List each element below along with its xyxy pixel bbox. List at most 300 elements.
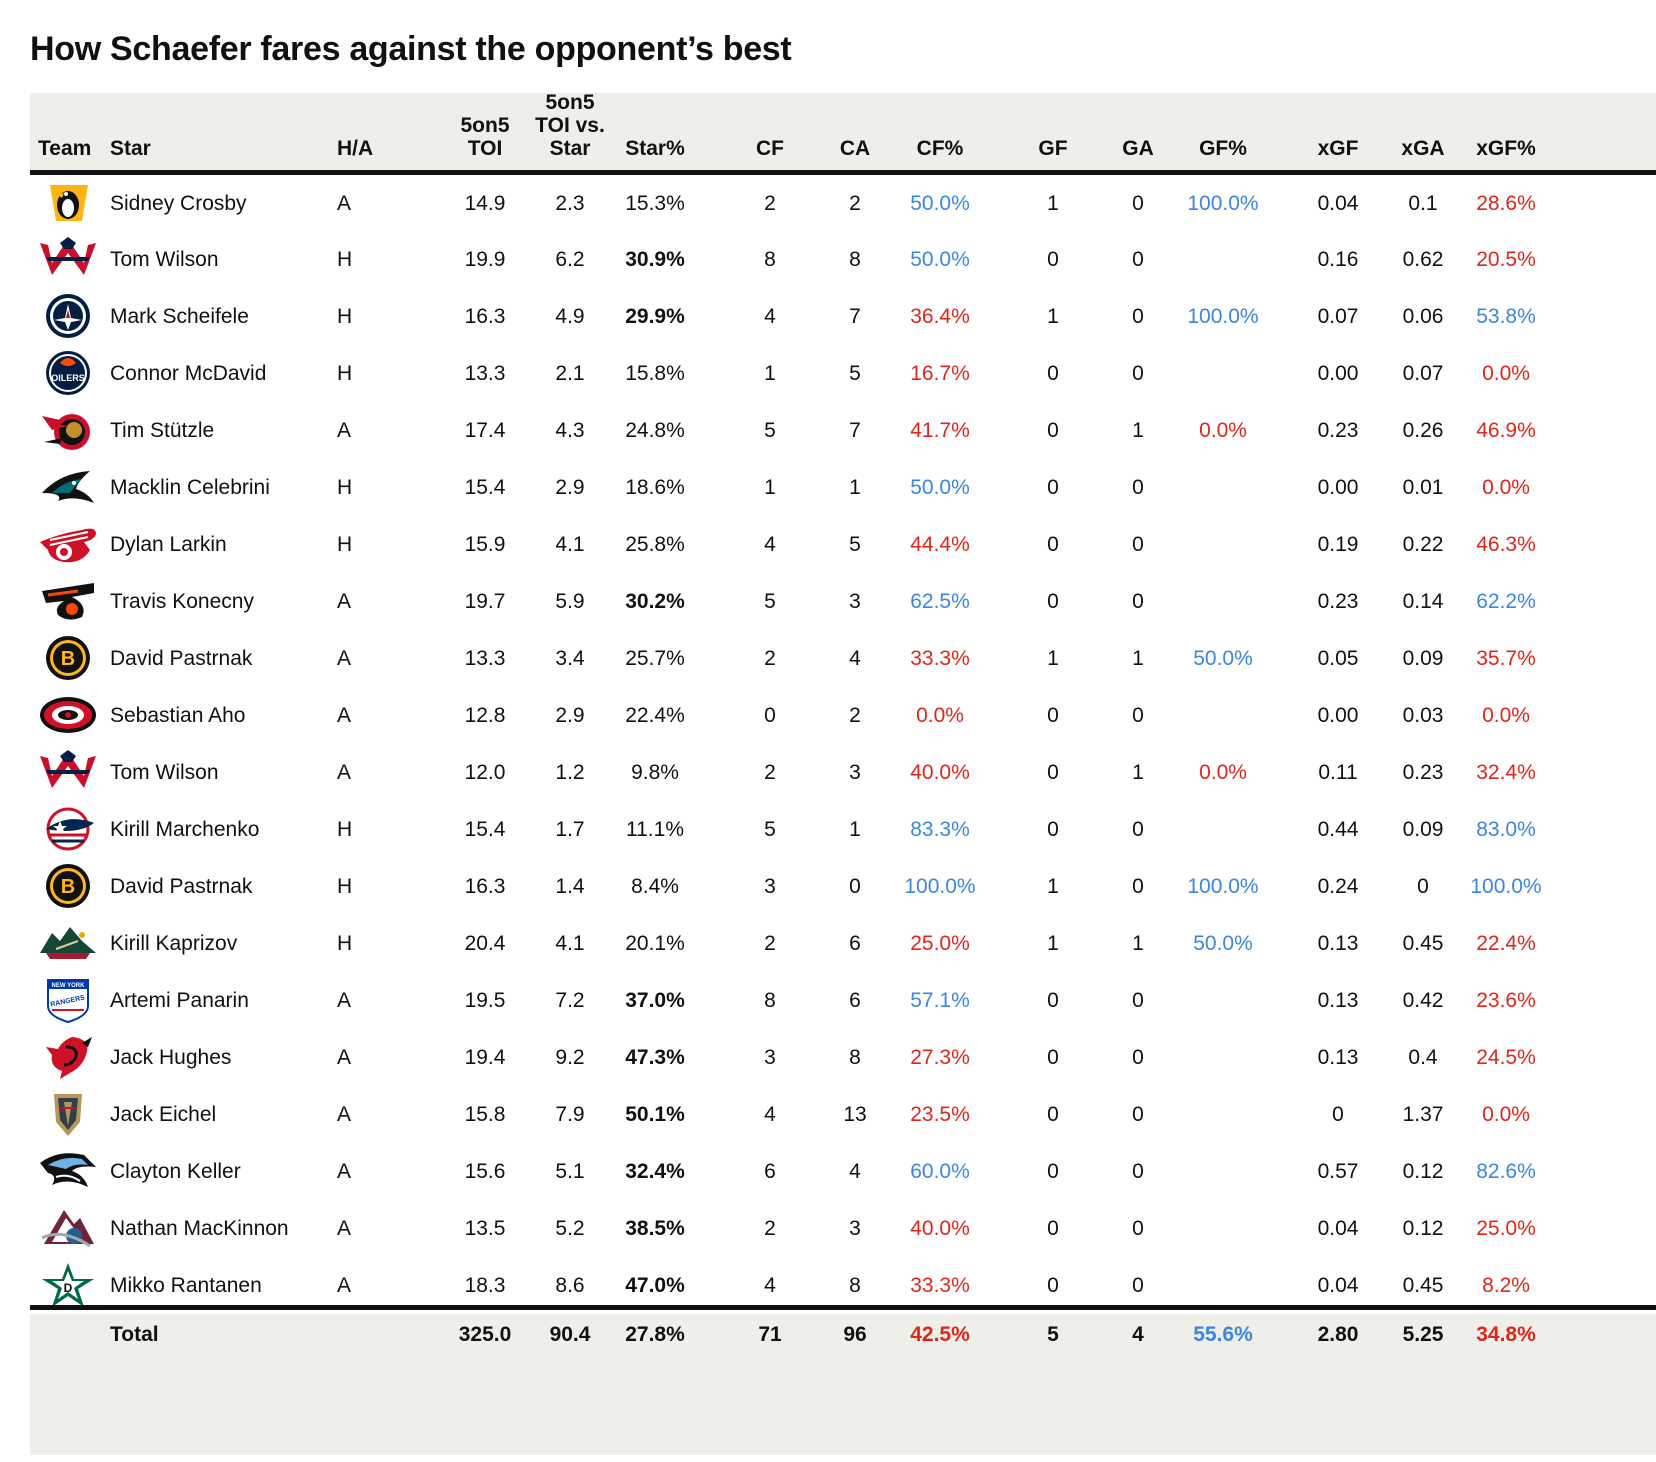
xga-cell: 0.62	[1402, 248, 1444, 271]
star-name: Sidney Crosby	[110, 192, 247, 215]
star-name: Mikko Rantanen	[110, 1274, 262, 1297]
gf-cell: 0	[1047, 533, 1059, 556]
gf-cell: 1	[1047, 647, 1059, 670]
cf-cell: 2	[764, 647, 776, 670]
gf-pct-cell: 100.0%	[1187, 875, 1259, 898]
star-pct-cell: 37.0%	[625, 989, 685, 1012]
star-pct-cell: 24.8%	[625, 419, 685, 442]
xgf-cell: 0.04	[1317, 1274, 1359, 1297]
table-row	[30, 801, 1656, 858]
xga-cell: 0.06	[1402, 305, 1444, 328]
star-pct-cell: 47.0%	[625, 1274, 685, 1297]
xga-cell: 0	[1417, 875, 1429, 898]
ca-cell: 5	[849, 533, 861, 556]
xgf-cell: 0.04	[1317, 1217, 1359, 1240]
cf-pct-cell: 50.0%	[910, 248, 970, 271]
table-row	[30, 630, 1656, 687]
star-name: Tim Stützle	[110, 419, 215, 442]
cf-pct-cell: 83.3%	[910, 818, 970, 841]
toi-vs-star-cell: 1.7	[555, 818, 585, 841]
table-row	[30, 459, 1656, 516]
toi-vs-star-cell: 3.4	[555, 647, 585, 670]
ga-cell: 0	[1132, 248, 1144, 271]
cf-pct-cell: 36.4%	[910, 305, 970, 328]
ga-cell: 0	[1132, 1217, 1144, 1240]
star-name: Jack Eichel	[110, 1103, 217, 1126]
toi-cell: 19.4	[464, 1046, 506, 1069]
xgf-cell: 0.24	[1317, 875, 1359, 898]
table-row	[30, 1200, 1656, 1257]
xga-cell: 0.07	[1402, 362, 1444, 385]
header-gf: GF	[1038, 137, 1068, 160]
header-gf-pct: GF%	[1199, 137, 1247, 160]
toi-vs-star-cell: 4.1	[555, 533, 585, 556]
cf-pct-cell: 62.5%	[910, 590, 970, 613]
cf-pct-cell: 16.7%	[910, 362, 970, 385]
xgf-pct-cell: 82.6%	[1476, 1160, 1536, 1183]
oilers-logo	[38, 349, 98, 397]
svg-text:NEW YORK: NEW YORK	[51, 983, 85, 989]
table-row	[30, 175, 1656, 232]
home-away: A	[337, 1046, 352, 1069]
star-name: Dylan Larkin	[110, 533, 227, 556]
golden-knights-logo	[38, 1090, 98, 1138]
xga-cell: 0.1	[1408, 192, 1438, 215]
toi-cell: 17.4	[464, 419, 506, 442]
star-pct-cell: 15.8%	[625, 362, 685, 385]
ga-cell: 0	[1132, 1274, 1144, 1297]
header-ga: GA	[1122, 137, 1154, 160]
ca-cell: 3	[849, 1217, 861, 1240]
ga-cell: 1	[1132, 419, 1144, 442]
xgf-pct-cell: 62.2%	[1476, 590, 1536, 613]
table-row	[30, 744, 1656, 801]
ga-cell: 0	[1132, 1046, 1144, 1069]
gf-cell: 0	[1047, 1217, 1059, 1240]
star-pct-cell: 9.8%	[631, 761, 679, 784]
header-ca: CA	[839, 137, 871, 160]
star-pct-cell: 25.8%	[625, 533, 685, 556]
xgf-pct-cell: 0.0%	[1482, 704, 1530, 727]
capitals-logo	[38, 235, 98, 283]
xgf-cell: 0.07	[1317, 305, 1359, 328]
toi-vs-star-cell: 5.1	[555, 1160, 585, 1183]
xgf-pct-cell: 8.2%	[1482, 1274, 1530, 1297]
cf-cell: 6	[764, 1160, 776, 1183]
svg-text:OILERS: OILERS	[51, 373, 85, 383]
cf-pct-cell: 33.3%	[910, 1274, 970, 1297]
toi-cell: 15.9	[464, 533, 506, 556]
cf-cell: 5	[764, 818, 776, 841]
home-away: A	[337, 989, 352, 1012]
toi-vs-star-cell: 7.9	[555, 1103, 585, 1126]
star-pct-cell: 18.6%	[625, 476, 685, 499]
xga-cell: 0.4	[1408, 1046, 1438, 1069]
xga-cell: 0.22	[1402, 533, 1444, 556]
header-cf: CF	[756, 137, 784, 160]
cf-pct-cell: 40.0%	[910, 761, 970, 784]
jets-logo	[38, 292, 98, 340]
table-row	[30, 972, 1656, 1029]
xga-cell: 0.14	[1402, 590, 1444, 613]
home-away: H	[337, 305, 353, 328]
ga-cell: 0	[1132, 590, 1144, 613]
gf-pct-cell: 100.0%	[1187, 192, 1259, 215]
xga-cell: 0.03	[1402, 704, 1444, 727]
xga-cell: 1.37	[1402, 1103, 1444, 1126]
header-toivs-line3: Star	[549, 137, 591, 160]
header-xgf: xGF	[1317, 137, 1359, 160]
xga-cell: 0.45	[1402, 932, 1444, 955]
toi-vs-star-cell: 1.2	[555, 761, 585, 784]
xgf-pct-cell: 100.0%	[1470, 875, 1542, 898]
ga-cell: 0	[1132, 1160, 1144, 1183]
flyers-logo	[38, 577, 98, 625]
star-name: Kirill Kaprizov	[110, 932, 238, 955]
penguins-logo	[38, 179, 98, 227]
gf-pct-cell: 100.0%	[1187, 305, 1259, 328]
home-away: A	[337, 1103, 352, 1126]
cf-cell: 8	[764, 989, 776, 1012]
table-row	[30, 1029, 1656, 1086]
stats-table	[30, 93, 1656, 1455]
gf-cell: 0	[1047, 989, 1059, 1012]
star-name: Connor McDavid	[110, 362, 267, 385]
cf-pct-cell: 50.0%	[910, 192, 970, 215]
total-xgf: 2.80	[1317, 1323, 1359, 1346]
table-row	[30, 573, 1656, 630]
total-label: Total	[110, 1323, 159, 1346]
gf-cell: 0	[1047, 761, 1059, 784]
cf-pct-cell: 27.3%	[910, 1046, 970, 1069]
home-away: A	[337, 704, 352, 727]
ca-cell: 3	[849, 761, 861, 784]
xgf-pct-cell: 83.0%	[1476, 818, 1536, 841]
home-away: H	[337, 533, 353, 556]
gf-cell: 0	[1047, 704, 1059, 727]
cf-pct-cell: 100.0%	[904, 875, 976, 898]
gf-pct-cell: 50.0%	[1193, 932, 1253, 955]
toi-cell: 15.8	[464, 1103, 506, 1126]
hurricanes-logo	[38, 691, 98, 739]
xgf-cell: 0.04	[1317, 192, 1359, 215]
xga-cell: 0.12	[1402, 1217, 1444, 1240]
xgf-pct-cell: 20.5%	[1476, 248, 1536, 271]
gf-cell: 0	[1047, 818, 1059, 841]
xgf-pct-cell: 0.0%	[1482, 476, 1530, 499]
toi-cell: 18.3	[464, 1274, 506, 1297]
star-pct-cell: 32.4%	[625, 1160, 685, 1183]
toi-vs-star-cell: 5.9	[555, 590, 585, 613]
cf-pct-cell: 57.1%	[910, 989, 970, 1012]
ca-cell: 7	[849, 305, 861, 328]
cf-pct-cell: 50.0%	[910, 476, 970, 499]
xgf-pct-cell: 25.0%	[1476, 1217, 1536, 1240]
xga-cell: 0.12	[1402, 1160, 1444, 1183]
gf-pct-cell: 0.0%	[1199, 761, 1247, 784]
toi-vs-star-cell: 2.9	[555, 704, 585, 727]
home-away: H	[337, 476, 353, 499]
gf-cell: 1	[1047, 192, 1059, 215]
ga-cell: 1	[1132, 761, 1144, 784]
star-name: David Pastrnak	[110, 647, 253, 670]
ca-cell: 6	[849, 989, 861, 1012]
header-xgf-pct: xGF%	[1476, 137, 1536, 160]
xgf-cell: 0.13	[1317, 1046, 1359, 1069]
table-row	[30, 1086, 1656, 1143]
home-away: H	[337, 818, 353, 841]
star-name: Tom Wilson	[110, 248, 219, 271]
ca-cell: 13	[843, 1103, 867, 1126]
cf-cell: 3	[764, 1046, 776, 1069]
toi-cell: 20.4	[464, 932, 506, 955]
xgf-pct-cell: 0.0%	[1482, 1103, 1530, 1126]
avalanche-logo	[38, 1204, 98, 1252]
toi-vs-star-cell: 8.6	[555, 1274, 585, 1297]
cf-cell: 3	[764, 875, 776, 898]
header-cf-pct: CF%	[916, 137, 964, 160]
ca-cell: 8	[849, 248, 861, 271]
xgf-pct-cell: 22.4%	[1476, 932, 1536, 955]
xga-cell: 0.01	[1402, 476, 1444, 499]
blue-jackets-logo	[38, 805, 98, 853]
xgf-cell: 0.13	[1317, 932, 1359, 955]
star-name: Travis Konecny	[110, 590, 254, 613]
star-name: Mark Scheifele	[110, 305, 249, 328]
devils-logo	[38, 1033, 98, 1081]
ca-cell: 7	[849, 419, 861, 442]
toi-vs-star-cell: 6.2	[555, 248, 585, 271]
toi-vs-star-cell: 4.3	[555, 419, 585, 442]
xgf-cell: 0.19	[1317, 533, 1359, 556]
ca-cell: 1	[849, 476, 861, 499]
xgf-pct-cell: 35.7%	[1476, 647, 1536, 670]
ca-cell: 6	[849, 932, 861, 955]
gf-pct-cell: 0.0%	[1199, 419, 1247, 442]
xgf-cell: 0.44	[1317, 818, 1359, 841]
ga-cell: 1	[1132, 932, 1144, 955]
home-away: H	[337, 362, 353, 385]
xgf-pct-cell: 46.9%	[1476, 419, 1536, 442]
header-team: Team	[38, 137, 92, 160]
ga-cell: 0	[1132, 192, 1144, 215]
table-row	[30, 288, 1656, 345]
star-pct-cell: 30.9%	[625, 248, 685, 271]
cf-pct-cell: 44.4%	[910, 533, 970, 556]
total-xgf-pct: 34.8%	[1476, 1323, 1536, 1346]
xgf-pct-cell: 23.6%	[1476, 989, 1536, 1012]
toi-vs-star-cell: 9.2	[555, 1046, 585, 1069]
gf-cell: 0	[1047, 1160, 1059, 1183]
ca-cell: 8	[849, 1274, 861, 1297]
star-pct-cell: 22.4%	[625, 704, 685, 727]
bruins-logo	[38, 634, 98, 682]
header-toivs-line1: 5on5	[545, 91, 595, 114]
home-away: H	[337, 875, 353, 898]
xgf-pct-cell: 32.4%	[1476, 761, 1536, 784]
gf-cell: 0	[1047, 362, 1059, 385]
ca-cell: 3	[849, 590, 861, 613]
svg-text:B: B	[60, 876, 76, 898]
senators-logo	[38, 406, 98, 454]
star-name: Kirill Marchenko	[110, 818, 260, 841]
cf-cell: 5	[764, 590, 776, 613]
ca-cell: 1	[849, 818, 861, 841]
toi-cell: 15.4	[464, 476, 506, 499]
ca-cell: 4	[849, 647, 861, 670]
xga-cell: 0.09	[1402, 818, 1444, 841]
home-away: A	[337, 1274, 352, 1297]
ca-cell: 5	[849, 362, 861, 385]
gf-cell: 0	[1047, 590, 1059, 613]
xgf-cell: 0.00	[1317, 362, 1359, 385]
home-away: H	[337, 248, 353, 271]
gf-cell: 1	[1047, 932, 1059, 955]
toi-vs-star-cell: 7.2	[555, 989, 585, 1012]
xga-cell: 0.42	[1402, 989, 1444, 1012]
xga-cell: 0.23	[1402, 761, 1444, 784]
toi-cell: 15.6	[464, 1160, 506, 1183]
star-name: David Pastrnak	[110, 875, 253, 898]
ga-cell: 0	[1132, 704, 1144, 727]
xga-cell: 0.26	[1402, 419, 1444, 442]
ga-cell: 0	[1132, 533, 1144, 556]
toi-vs-star-cell: 2.1	[555, 362, 585, 385]
star-pct-cell: 8.4%	[631, 875, 679, 898]
gf-cell: 1	[1047, 875, 1059, 898]
star-pct-cell: 30.2%	[625, 590, 685, 613]
home-away: A	[337, 761, 352, 784]
star-pct-cell: 50.1%	[625, 1103, 685, 1126]
gf-cell: 0	[1047, 476, 1059, 499]
total-ca: 96	[843, 1323, 867, 1346]
xgf-cell: 0.00	[1317, 476, 1359, 499]
star-name: Sebastian Aho	[110, 704, 246, 727]
xga-cell: 0.45	[1402, 1274, 1444, 1297]
star-pct-cell: 38.5%	[625, 1217, 685, 1240]
xgf-pct-cell: 24.5%	[1476, 1046, 1536, 1069]
toi-cell: 19.9	[464, 248, 506, 271]
ca-cell: 0	[849, 875, 861, 898]
ca-cell: 2	[849, 192, 861, 215]
wild-logo	[38, 919, 98, 967]
table-row	[30, 687, 1656, 744]
xgf-cell: 0	[1332, 1103, 1344, 1126]
table-row	[30, 858, 1656, 915]
cf-cell: 0	[764, 704, 776, 727]
cf-cell: 2	[764, 192, 776, 215]
stars-logo	[38, 1261, 98, 1309]
cf-pct-cell: 40.0%	[910, 1217, 970, 1240]
cf-cell: 2	[764, 761, 776, 784]
cf-pct-cell: 0.0%	[916, 704, 964, 727]
cf-cell: 4	[764, 533, 776, 556]
svg-text:D: D	[63, 1281, 73, 1295]
total-cf-pct: 42.5%	[910, 1323, 970, 1346]
toi-cell: 12.0	[464, 761, 506, 784]
star-name: Macklin Celebrini	[110, 476, 270, 499]
xgf-pct-cell: 0.0%	[1482, 362, 1530, 385]
cf-cell: 4	[764, 1103, 776, 1126]
capitals-logo	[38, 748, 98, 796]
red-wings-logo	[38, 520, 98, 568]
xgf-pct-cell: 28.6%	[1476, 192, 1536, 215]
xgf-cell: 0.00	[1317, 704, 1359, 727]
xgf-cell: 0.57	[1317, 1160, 1359, 1183]
cf-cell: 2	[764, 932, 776, 955]
page-title: How Schaefer fares against the opponent’s best	[30, 30, 792, 68]
cf-pct-cell: 25.0%	[910, 932, 970, 955]
gf-pct-cell: 50.0%	[1193, 647, 1253, 670]
xgf-cell: 0.11	[1318, 761, 1358, 784]
toi-cell: 13.5	[464, 1217, 506, 1240]
xgf-pct-cell: 46.3%	[1476, 533, 1536, 556]
star-pct-cell: 15.3%	[625, 192, 685, 215]
toi-cell: 12.8	[464, 704, 506, 727]
header-toi-line2: TOI	[467, 137, 503, 160]
toi-cell: 16.3	[464, 875, 506, 898]
star-name: Artemi Panarin	[110, 989, 249, 1012]
toi-cell: 15.4	[464, 818, 506, 841]
total-ga: 4	[1132, 1323, 1144, 1346]
toi-cell: 19.7	[464, 590, 506, 613]
header-xga: xGA	[1401, 137, 1445, 160]
star-pct-cell: 25.7%	[625, 647, 685, 670]
xgf-pct-cell: 53.8%	[1476, 305, 1536, 328]
total-toi-vs-star: 90.4	[549, 1323, 591, 1346]
toi-vs-star-cell: 4.1	[555, 932, 585, 955]
cf-cell: 4	[764, 1274, 776, 1297]
bruins-logo	[38, 862, 98, 910]
home-away: A	[337, 590, 352, 613]
ca-cell: 4	[849, 1160, 861, 1183]
gf-cell: 0	[1047, 419, 1059, 442]
home-away: A	[337, 1160, 352, 1183]
home-away: A	[337, 1217, 352, 1240]
toi-vs-star-cell: 2.9	[555, 476, 585, 499]
ga-cell: 0	[1132, 818, 1144, 841]
table-row	[30, 231, 1656, 288]
header-ha: H/A	[337, 137, 374, 160]
table-row	[30, 345, 1656, 402]
header-toivs-line2: TOI vs.	[535, 114, 605, 137]
utah-logo	[38, 1147, 98, 1195]
ga-cell: 0	[1132, 989, 1144, 1012]
cf-cell: 2	[764, 1217, 776, 1240]
cf-pct-cell: 23.5%	[910, 1103, 970, 1126]
svg-text:B: B	[60, 648, 76, 670]
star-name: Nathan MacKinnon	[110, 1217, 289, 1240]
ca-cell: 2	[849, 704, 861, 727]
sharks-logo	[38, 463, 98, 511]
total-star-pct: 27.8%	[625, 1323, 685, 1346]
total-xga: 5.25	[1402, 1323, 1444, 1346]
home-away: A	[337, 192, 352, 215]
toi-cell: 16.3	[464, 305, 506, 328]
gf-cell: 0	[1047, 1046, 1059, 1069]
star-name: Tom Wilson	[110, 761, 219, 784]
table-row	[30, 516, 1656, 573]
xgf-cell: 0.13	[1317, 989, 1359, 1012]
header-toi-line1: 5on5	[460, 114, 510, 137]
toi-cell: 14.9	[464, 192, 506, 215]
ga-cell: 0	[1132, 305, 1144, 328]
home-away: A	[337, 647, 352, 670]
ga-cell: 0	[1132, 875, 1144, 898]
total-gf: 5	[1047, 1323, 1059, 1346]
cf-cell: 8	[764, 248, 776, 271]
ga-cell: 0	[1132, 1103, 1144, 1126]
